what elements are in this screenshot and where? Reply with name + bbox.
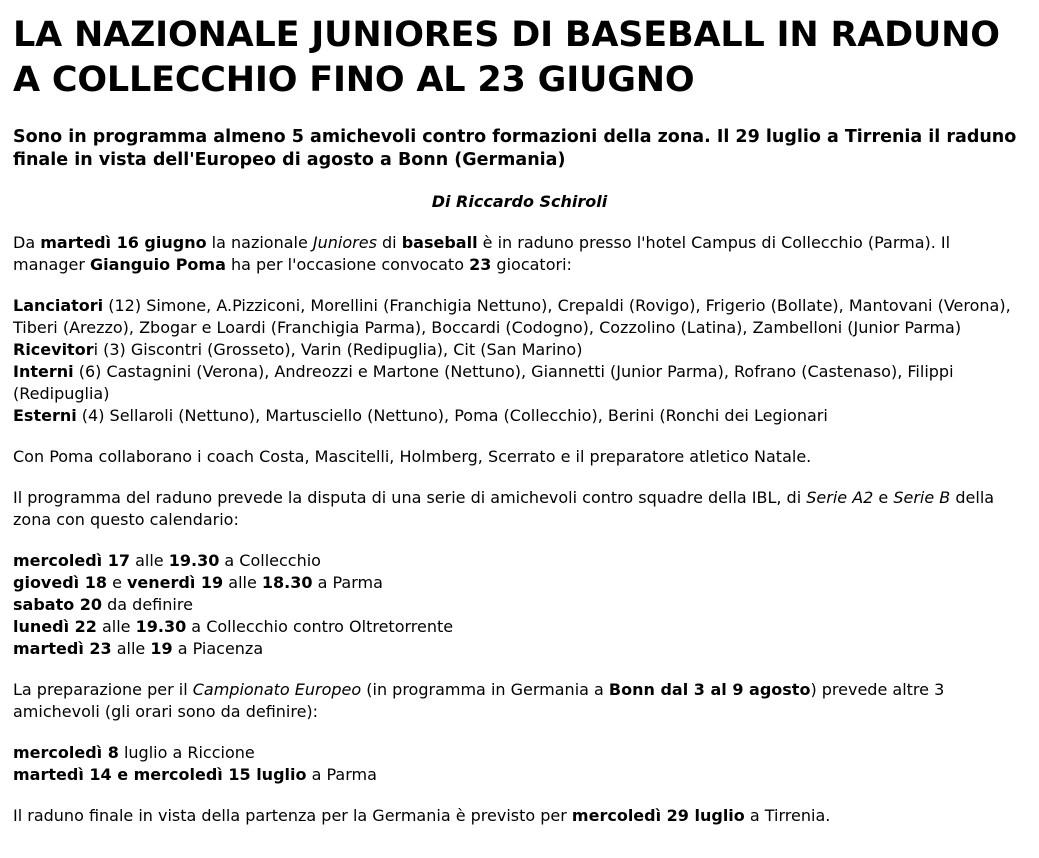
- roster-pitchers: Lanciatori (12) Simone, A.Pizziconi, Morellini (Franchigia Nettuno), Crepaldi (Rovigo), Frigerio (Bollate), Mantovani (Verona), Tiberi (Arezzo), Zbogar e Loardi (Franchigia Parma), Boccardi (Codogno), Cozzolino (Latina), Zambelloni (Junior Parma): [13, 296, 1011, 337]
- final-paragraph: Il raduno finale in vista della partenza per la Germania è previsto per mercoledì 29 luglio a Tirrenia.: [13, 806, 831, 825]
- schedule-line: lunedì 22 alle 19.30 a Collecchio contro Oltretorrente: [13, 617, 454, 636]
- roster-catchers: Ricevitori (3) Giscontri (Grosseto), Varin (Redipuglia), Cit (San Marino): [13, 340, 583, 359]
- schedule-line: sabato 20 da definire: [13, 595, 193, 614]
- schedule-line: giovedì 18 e venerdì 19 alle 18.30 a Parma: [13, 573, 383, 592]
- intro-paragraph: Da martedì 16 giugno la nazionale Juniores di baseball è in raduno presso l'hotel Campus di Collecchio (Parma). Il manager Gianguio Poma ha per l'occasione convocato 23 giocatori:: [13, 233, 951, 274]
- roster-outfielders: Esterni (4) Sellaroli (Nettuno), Martusciello (Nettuno), Poma (Collecchio), Berini (Ronchi dei Legionari: [13, 406, 828, 425]
- schedule-line: martedì 23 alle 19 a Piacenza: [13, 639, 264, 658]
- schedule-line: martedì 14 e mercoledì 15 luglio a Parma: [13, 765, 377, 784]
- schedule-line: mercoledì 17 alle 19.30 a Collecchio: [13, 551, 321, 570]
- page-title: LA NAZIONALE JUNIORES DI BASEBALL IN RADUNO A COLLECCHIO FINO AL 23 GIUGNO: [13, 15, 1000, 100]
- author-byline: Di Riccardo Schiroli: [431, 192, 608, 211]
- preparation-paragraph: La preparazione per il Campionato Europeo (in programma in Germania a Bonn dal 3 al 9 agosto) prevede altre 3 amichevoli (gli orari sono da definire):: [13, 680, 945, 721]
- roster-infielders: Interni (6) Castagnini (Verona), Andreozzi e Martone (Nettuno), Giannetti (Junior Parma), Rofrano (Castenaso), Filippi (Redipuglia): [13, 362, 954, 403]
- article-subtitle: Sono in programma almeno 5 amichevoli contro formazioni della zona. Il 29 luglio a Tirrenia il raduno finale in vista dell'Europeo di agosto a Bonn (Germania): [13, 127, 1017, 170]
- coaches-paragraph: Con Poma collaborano i coach Costa, Mascitelli, Holmberg, Scerrato e il preparatore atletico Natale.: [13, 447, 812, 466]
- schedule-july: [13, 742, 1026, 786]
- program-paragraph: Il programma del raduno prevede la disputa di una serie di amichevoli contro squadre della IBL, di Serie A2 e Serie B della zona con questo calendario:: [13, 488, 995, 529]
- schedule-june: [13, 550, 1026, 660]
- schedule-line: mercoledì 8 luglio a Riccione: [13, 743, 255, 762]
- roster-list: [13, 295, 1026, 427]
